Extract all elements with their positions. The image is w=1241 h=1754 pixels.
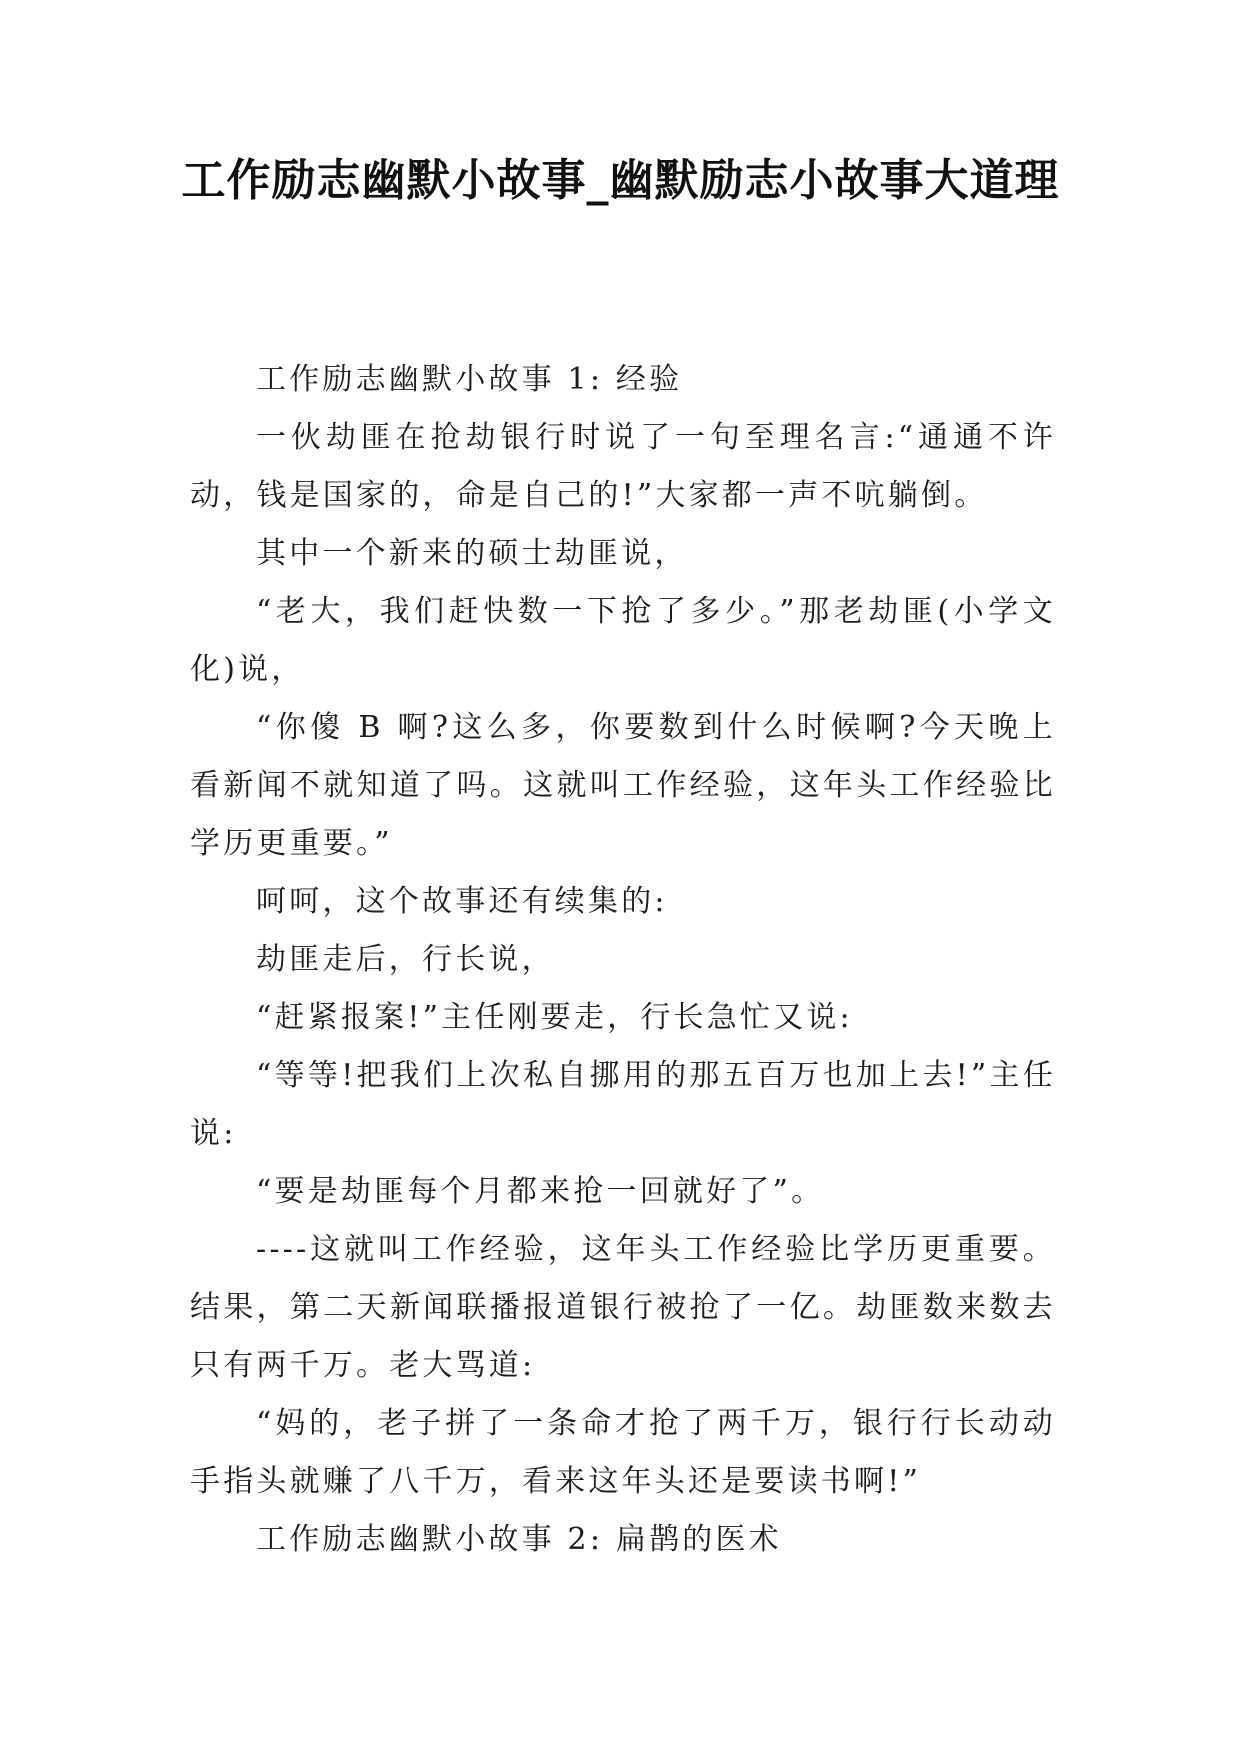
story-1-heading: 工作励志幽默小故事 1: 经验 bbox=[256, 362, 683, 397]
document-body bbox=[190, 351, 1056, 1569]
document-title: 工作励志幽默小故事_幽默励志小故事大道理 bbox=[181, 155, 1060, 206]
paragraph: “赶紧报案!”主任刚要走，行长急忙又说: bbox=[256, 1000, 853, 1035]
paragraph: “老大，我们赶快数一下抢了多少。”那老劫匪(小学文化)说， bbox=[190, 594, 1056, 687]
paragraph: “妈的，老子拼了一条命才抢了两千万，银行行长动动手指头就赚了八千万，看来这年头还是要读书啊!” bbox=[190, 1406, 1056, 1499]
paragraph: 劫匪走后，行长说， bbox=[256, 942, 555, 977]
paragraph: 其中一个新来的硕士劫匪说， bbox=[256, 536, 688, 571]
paragraph: “要是劫匪每个月都来抢一回就好了”。 bbox=[256, 1174, 825, 1209]
paragraph: ----这就叫工作经验，这年头工作经验比学历更重要。结果，第二天新闻联播报道银行被抢了一亿。劫匪数来数去只有两千万。老大骂道: bbox=[190, 1232, 1056, 1383]
paragraph: 呵呵，这个故事还有续集的: bbox=[256, 884, 668, 919]
paragraph: “你傻 B 啊?这么多，你要数到什么时候啊?今天晚上看新闻不就知道了吗。这就叫工作经验，这年头工作经验比学历更重要。” bbox=[190, 710, 1056, 861]
paragraph: “等等!把我们上次私自挪用的那五百万也加上去!”主任说: bbox=[190, 1058, 1056, 1151]
paragraph: 一伙劫匪在抢劫银行时说了一句至理名言:“通通不许动，钱是国家的，命是自己的!”大家都一声不吭躺倒。 bbox=[190, 420, 1056, 513]
story-2-heading: 工作励志幽默小故事 2: 扁鹊的医术 bbox=[256, 1522, 782, 1557]
